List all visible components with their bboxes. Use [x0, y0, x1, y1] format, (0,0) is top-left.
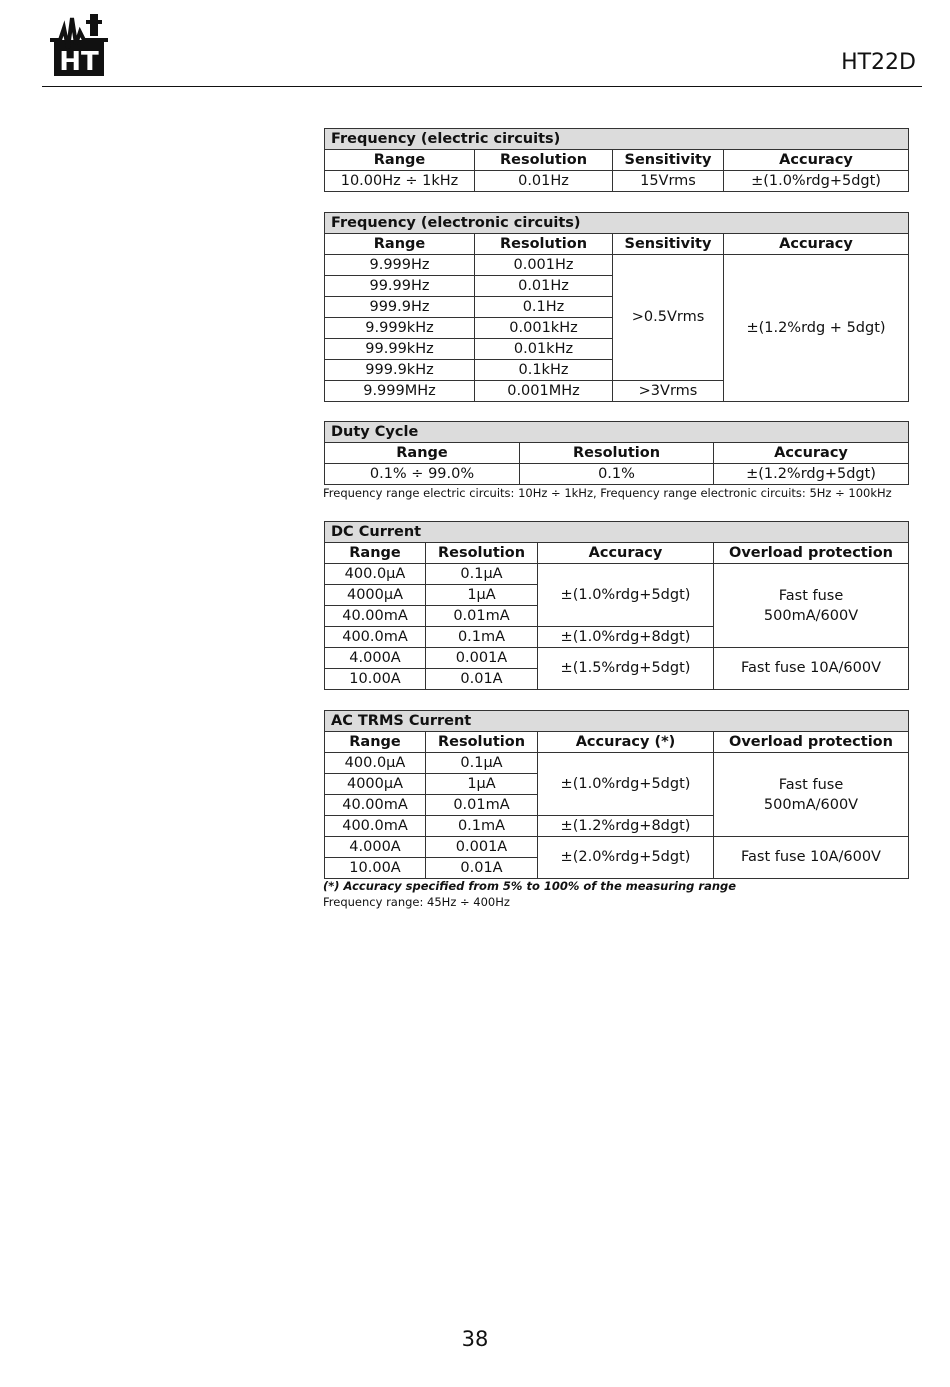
range-cell: 99.99Hz — [325, 276, 475, 297]
range-cell: 4.000A — [325, 837, 426, 858]
range-cell: 400.0µA — [325, 753, 426, 774]
dc-current-table — [324, 521, 909, 690]
column-header: Range — [325, 732, 426, 753]
ht-logo — [50, 10, 110, 78]
table-row — [325, 837, 909, 858]
table-header-row — [325, 732, 909, 753]
resolution-cell: 0.001Hz — [475, 255, 613, 276]
svg-text:HT: HT — [59, 47, 99, 77]
column-header: Accuracy (*) — [538, 732, 714, 753]
range-cell: 400.0mA — [325, 816, 426, 837]
table-header-row — [325, 543, 909, 564]
accuracy-cell: ±(2.0%rdg+5dgt) — [538, 837, 714, 879]
column-header: Resolution — [475, 234, 613, 255]
protection-cell — [714, 753, 909, 837]
resolution-cell: 0.1% — [520, 464, 714, 485]
table-row — [325, 171, 909, 192]
protection-rating: 500mA/600V — [763, 607, 859, 624]
resolution-cell: 0.1mA — [426, 816, 538, 837]
range-cell: 400.0mA — [325, 627, 426, 648]
column-header: Range — [325, 234, 475, 255]
resolution-cell: 0.01mA — [426, 606, 538, 627]
table-title: Frequency (electric circuits) — [325, 129, 909, 150]
table-title: DC Current — [325, 522, 909, 543]
table-row — [325, 753, 909, 774]
range-cell: 4.000A — [325, 648, 426, 669]
range-cell: 10.00A — [325, 669, 426, 690]
accuracy-cell: ±(1.2%rdg+5dgt) — [714, 464, 909, 485]
range-cell: 999.9kHz — [325, 360, 475, 381]
protection-cell — [714, 564, 909, 648]
resolution-cell: 0.1mA — [426, 627, 538, 648]
table-title: Duty Cycle — [325, 422, 909, 443]
column-header: Accuracy — [714, 443, 909, 464]
resolution-cell: 1µA — [426, 585, 538, 606]
document-model: HT22D — [841, 50, 916, 75]
sensitivity-cell: >3Vrms — [613, 381, 724, 402]
ac-accuracy-footnote: (*) Accuracy specified from 5% to 100% of the measuring range — [323, 879, 737, 893]
accuracy-cell: ±(1.0%rdg+5dgt) — [724, 171, 909, 192]
accuracy-cell: ±(1.5%rdg+5dgt) — [538, 648, 714, 690]
resolution-cell: 1µA — [426, 774, 538, 795]
resolution-cell: 0.01A — [426, 858, 538, 879]
table-header-row — [325, 234, 909, 255]
table-row — [325, 255, 909, 276]
range-cell: 10.00A — [325, 858, 426, 879]
accuracy-cell: ±(1.0%rdg+5dgt) — [538, 564, 714, 627]
range-cell: 4000µA — [325, 585, 426, 606]
resolution-cell: 0.1µA — [426, 564, 538, 585]
protection-cell: Fast fuse 10A/600V — [714, 648, 909, 690]
table-title: AC TRMS Current — [325, 711, 909, 732]
column-header: Sensitivity — [613, 234, 724, 255]
resolution-cell: 0.001MHz — [475, 381, 613, 402]
range-cell: 400.0µA — [325, 564, 426, 585]
resolution-cell: 0.001A — [426, 648, 538, 669]
sensitivity-cell: >0.5Vrms — [613, 255, 724, 381]
column-header: Range — [325, 543, 426, 564]
range-cell: 9.999MHz — [325, 381, 475, 402]
resolution-cell: 0.01Hz — [475, 276, 613, 297]
column-header: Resolution — [426, 543, 538, 564]
protection-cell: Fast fuse 10A/600V — [714, 837, 909, 879]
sensitivity-cell: 15Vrms — [613, 171, 724, 192]
table-header-row — [325, 150, 909, 171]
range-cell: 10.00Hz ÷ 1kHz — [325, 171, 475, 192]
resolution-cell: 0.1kHz — [475, 360, 613, 381]
header-divider — [42, 86, 922, 87]
table-title: Frequency (electronic circuits) — [325, 213, 909, 234]
range-cell: 0.1% ÷ 99.0% — [325, 464, 520, 485]
range-cell: 99.99kHz — [325, 339, 475, 360]
accuracy-cell: ±(1.2%rdg+8dgt) — [538, 816, 714, 837]
resolution-cell: 0.01kHz — [475, 339, 613, 360]
protection-label: Fast fuse — [778, 587, 844, 604]
frequency-electric-table — [324, 128, 909, 192]
resolution-cell: 0.01Hz — [475, 171, 613, 192]
accuracy-cell: ±(1.2%rdg + 5dgt) — [724, 255, 909, 402]
duty-cycle-table — [324, 421, 909, 485]
column-header: Accuracy — [724, 150, 909, 171]
column-header: Accuracy — [538, 543, 714, 564]
table-row — [325, 464, 909, 485]
column-header: Resolution — [475, 150, 613, 171]
column-header: Overload protection — [714, 732, 909, 753]
column-header: Resolution — [426, 732, 538, 753]
column-header: Range — [325, 150, 475, 171]
protection-label: Fast fuse — [778, 776, 844, 793]
table-header-row — [325, 443, 909, 464]
resolution-cell: 0.01mA — [426, 795, 538, 816]
accuracy-cell: ±(1.0%rdg+8dgt) — [538, 627, 714, 648]
frequency-electronic-table — [324, 212, 909, 402]
table-row — [325, 648, 909, 669]
accuracy-cell: ±(1.0%rdg+5dgt) — [538, 753, 714, 816]
range-cell: 40.00mA — [325, 606, 426, 627]
ac-current-table — [324, 710, 909, 879]
ac-frequency-note: Frequency range: 45Hz ÷ 400Hz — [323, 895, 510, 909]
duty-cycle-note: Frequency range electric circuits: 10Hz ÷ 1kHz, Frequency range electronic circuits: 5Hz ÷ 100kHz — [323, 486, 892, 500]
resolution-cell: 0.1Hz — [475, 297, 613, 318]
column-header: Overload protection — [714, 543, 909, 564]
range-cell: 4000µA — [325, 774, 426, 795]
column-header: Sensitivity — [613, 150, 724, 171]
table-row — [325, 564, 909, 585]
resolution-cell: 0.001A — [426, 837, 538, 858]
resolution-cell: 0.001kHz — [475, 318, 613, 339]
column-header: Resolution — [520, 443, 714, 464]
range-cell: 9.999kHz — [325, 318, 475, 339]
range-cell: 999.9Hz — [325, 297, 475, 318]
range-cell: 9.999Hz — [325, 255, 475, 276]
resolution-cell: 0.01A — [426, 669, 538, 690]
page-number: 38 — [461, 1327, 489, 1351]
protection-rating: 500mA/600V — [763, 796, 859, 813]
resolution-cell: 0.1µA — [426, 753, 538, 774]
range-cell: 40.00mA — [325, 795, 426, 816]
column-header: Accuracy — [724, 234, 909, 255]
column-header: Range — [325, 443, 520, 464]
